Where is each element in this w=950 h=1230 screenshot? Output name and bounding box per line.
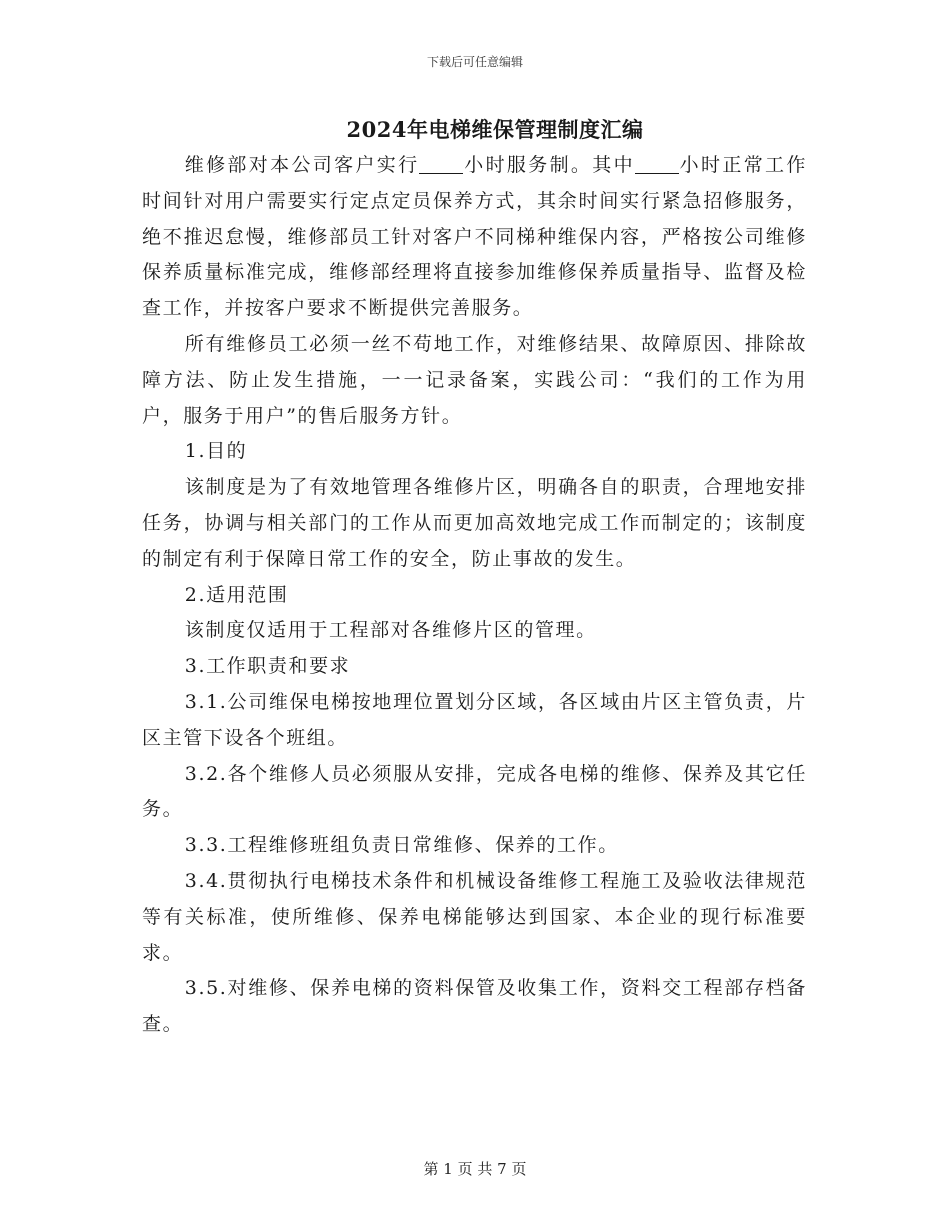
paragraph-text: 小时正常工作时间针对用户需要实行定点定员保养方式，其余时间实行紧急招修服务，绝不推迟怠慢，维修部员工针对客户不同梯种维保内容，严格按公司维修保养质量标准完成，维修部经理将直接参加维修保养质量指导、监督及检查工作，并按客户要求不断提供完善服务。 [142, 154, 807, 320]
paragraph-purpose: 该制度是为了有效地管理各维修片区，明确各自的职责，合理地安排任务，协调与相关部门的工作从而更加高效地完成工作而制定的；该制度的制定有利于保障日常工作的安全，防止事故的发生。 [142, 476, 807, 570]
document-body [142, 148, 807, 1043]
clause-3-1: 3.1.公司维保电梯按地理位置划分区域，各区域由片区主管负责，片区主管下设各个班组。 [142, 690, 807, 749]
blank-underline [635, 154, 679, 174]
section-heading-duties: 3.工作职责和要求 [184, 655, 351, 678]
header-note: 下载后可任意编辑 [426, 55, 523, 69]
paragraph-scope: 该制度仅适用于工程部对各维修片区的管理。 [184, 619, 597, 642]
paragraph-service-system [142, 148, 807, 327]
paragraph-text: 维修部对本公司客户实行 [184, 154, 420, 176]
clause-3-3: 3.3.工程维修班组负责日常维修、保养的工作。 [184, 834, 619, 857]
paragraph-record-keeping: 所有维修员工必须一丝不苟地工作，对维修结果、故障原因、排除故障方法、防止发生措施，一一记录备案，实践公司：“我们的工作为用户，服务于用户”的售后服务方针。 [142, 332, 807, 427]
clause-3-4: 3.4.贯彻执行电梯技术条件和机械设备维修工程施工及验收法律规范等有关标准，使所维修、保养电梯能够达到国家、本企业的现行标准要求。 [142, 869, 807, 964]
document-title: 2024年电梯维保管理制度汇编 [346, 117, 644, 142]
section-heading-purpose: 1.目的 [184, 440, 248, 463]
page-number-footer: 第 1 页 共 7 页 [423, 1160, 527, 1178]
blank-underline [419, 154, 463, 174]
clause-3-2: 3.2.各个维修人员必须服从安排，完成各电梯的维修、保养及其它任务。 [142, 762, 807, 821]
section-heading-scope: 2.适用范围 [184, 583, 289, 606]
paragraph-text: 小时服务制。其中 [463, 154, 635, 176]
clause-3-5: 3.5.对维修、保养电梯的资料保管及收集工作，资料交工程部存档备查。 [142, 977, 807, 1036]
